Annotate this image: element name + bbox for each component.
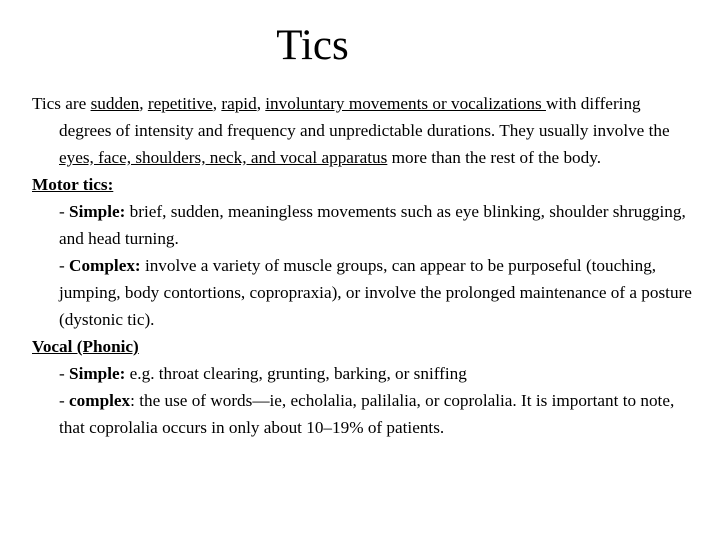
motor-simple-dash: -: [59, 202, 70, 221]
vocal-tics-heading: Vocal (Phonic): [32, 337, 139, 356]
intro-paragraph: [32, 90, 692, 171]
motor-simple-item: [32, 198, 692, 252]
vocal-tics-section: [32, 333, 692, 360]
intro-text-2: ,: [139, 94, 148, 113]
vocal-complex-label: complex: [69, 391, 131, 410]
intro-text-3: ,: [212, 94, 222, 113]
motor-tics-section: [32, 171, 692, 198]
intro-text-1: Tics are: [32, 94, 91, 113]
vocal-simple-text: e.g. throat clearing, grunting, barking, or sniffing: [125, 364, 467, 383]
motor-complex-label: Complex:: [69, 256, 141, 275]
motor-complex-text: involve a variety of muscle groups, can appear to be purposeful (touching, jumping, body contortions, copropraxia), or involve the prolonged maintenance of a posture (dystonic tic).: [59, 256, 692, 329]
slide-body: [32, 90, 692, 441]
term-involuntary: involuntary movements or vocalizations: [265, 94, 546, 113]
motor-complex-dash: -: [59, 256, 70, 275]
intro-text-5: with differing degrees of intensity and frequency and unpredictable durations. They usually involve the: [59, 94, 670, 140]
term-body-parts: eyes, face, shoulders, neck, and vocal apparatus: [59, 148, 388, 167]
motor-complex-item: [32, 252, 692, 333]
motor-simple-text: brief, sudden, meaningless movements such as eye blinking, shoulder shrugging, and head turning.: [59, 202, 686, 248]
slide-title: Tics: [276, 22, 349, 69]
vocal-complex-text: : the use of words—ie, echolalia, palilalia, or coprolalia. It is important to note, that coprolalia occurs in only about 10–19% of patients.: [59, 391, 675, 437]
intro-text-4: ,: [256, 94, 266, 113]
vocal-complex-item: [32, 387, 692, 441]
term-rapid: rapid: [221, 94, 257, 113]
term-sudden: sudden: [90, 94, 140, 113]
intro-text-6: more than the rest of the body.: [387, 148, 602, 167]
vocal-complex-dash: -: [59, 391, 70, 410]
motor-simple-label: Simple:: [69, 202, 126, 221]
vocal-simple-dash: -: [59, 364, 70, 383]
motor-tics-heading: Motor tics:: [32, 175, 114, 194]
vocal-simple-label: Simple:: [69, 364, 126, 383]
term-repetitive: repetitive: [147, 94, 213, 113]
vocal-simple-item: [32, 360, 692, 387]
